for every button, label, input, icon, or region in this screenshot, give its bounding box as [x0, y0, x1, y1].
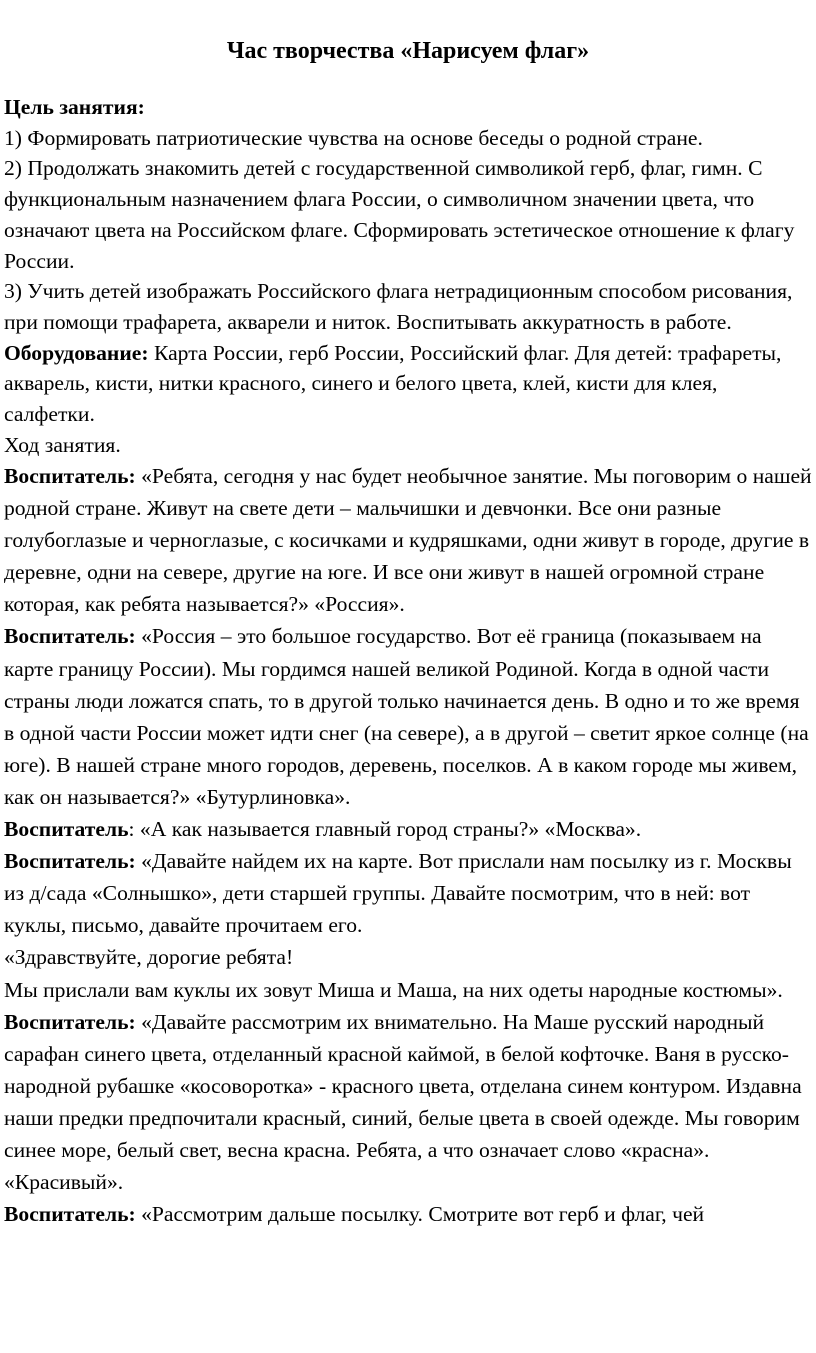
goal-item-2: 2) Продолжать знакомить детей с государственной символикой герб, флаг, гимн. С функциональным назначением флага России, о символичном значении цвета, что означают цвета на Российском флаге. Сформировать эстетическое отношение к флагу России.: [4, 156, 795, 273]
dialogue-text: «Давайте найдем их на карте. Вот прислали нам посылку из г. Москвы из д/сада «Солнышко», дети старшей группы. Давайте посмотрим, что в ней: вот куклы, письмо, давайте прочитаем его.: [4, 849, 792, 938]
speaker-label: Воспитатель:: [4, 464, 136, 488]
speaker-label: Воспитатель:: [4, 1202, 136, 1227]
speaker-label: Воспитатель:: [4, 849, 136, 874]
dialogue-text: «Рассмотрим дальше посылку. Смотрите вот герб и флаг, чей: [135, 1202, 705, 1227]
speaker-label: Воспитатель:: [4, 1009, 136, 1034]
letter-greeting: «Здравствуйте, дорогие ребята!: [4, 945, 294, 970]
goal-item-3: 3) Учить детей изображать Российского флага нетрадиционным способом рисования, при помощи трафарета, акварели и ниток. Воспитывать аккуратность в работе.: [4, 279, 793, 334]
dialogue-paragraph: [4, 1198, 812, 1230]
dialogue-paragraph: [4, 1006, 812, 1199]
dialogue-text: : «А как называется главный город страны?» «Москва».: [128, 817, 642, 842]
goal-item-1: 1) Формировать патриотические чувства на основе беседы о родной стране.: [4, 125, 703, 150]
dialogue-text: «Россия – это большое государство. Вот её граница (показываем на карте границу России). Мы гордимся нашей великой Родиной. Когда в одной части страны люди ложатся спать, то в другой только начинается день. В одно и то же время в одной части России может идти снег (на севере), а в другой – светит яркое солнце (на юге). В нашей стране много городов, деревень, поселков. А в каком городе мы живем, как он называется?» «Бутурлиновка».: [4, 624, 809, 809]
lesson-progress-heading: Ход занятия.: [4, 432, 121, 457]
equipment-paragraph: [4, 338, 812, 430]
dialogue-paragraph: [4, 620, 812, 813]
lesson-goals-section: [4, 92, 812, 460]
equipment-label: Оборудование:: [4, 340, 149, 365]
equipment-text: Карта России, герб России, Российский флаг. Для детей: трафареты, акварель, кисти, нитки красного, синего и белого цвета, клей, кисти для клея, салфетки.: [4, 340, 782, 427]
dialogue-text: «Ребята, сегодня у нас будет необычное занятие. Мы поговорим о нашей родной стране. Живут на свете дети – мальчишки и девчонки. Все они разные голубоглазые и черноглазые, с косичками и кудряшками, одни живут в городе, другие в деревне, одни на севере, другие на юге. И все они живут в нашей огромной стране которая, как ребята называется?» «Россия».: [4, 464, 812, 617]
speaker-label: Воспитатель: [4, 817, 129, 842]
speaker-label: Воспитатель:: [4, 624, 136, 649]
dialogue-text: «Давайте рассмотрим их внимательно. На Маше русский народный сарафан синего цвета, отделанный красной каймой, в белой кофточке. Ваня в русско-народной рубашке «косоворотка» - красного цвета, отделана синем контуром. Издавна наши предки предпочитали красный, синий, белые цвета в своей одежде. Мы говорим синее море, белый свет, весна красна. Ребята, а что означает слово «красна». «Красивый».: [4, 1009, 802, 1195]
letter-body: Мы прислали вам куклы их зовут Миша и Маша, на них одеты народные костюмы».: [4, 977, 783, 1002]
goals-heading: Цель занятия:: [4, 95, 145, 119]
dialogue-paragraph: [4, 845, 812, 941]
document-title: Час творчества «Нарисуем флаг»: [226, 38, 590, 64]
lesson-dialogue-section: [4, 460, 812, 1230]
dialogue-paragraph: [4, 460, 812, 620]
dialogue-paragraph: [4, 813, 812, 845]
